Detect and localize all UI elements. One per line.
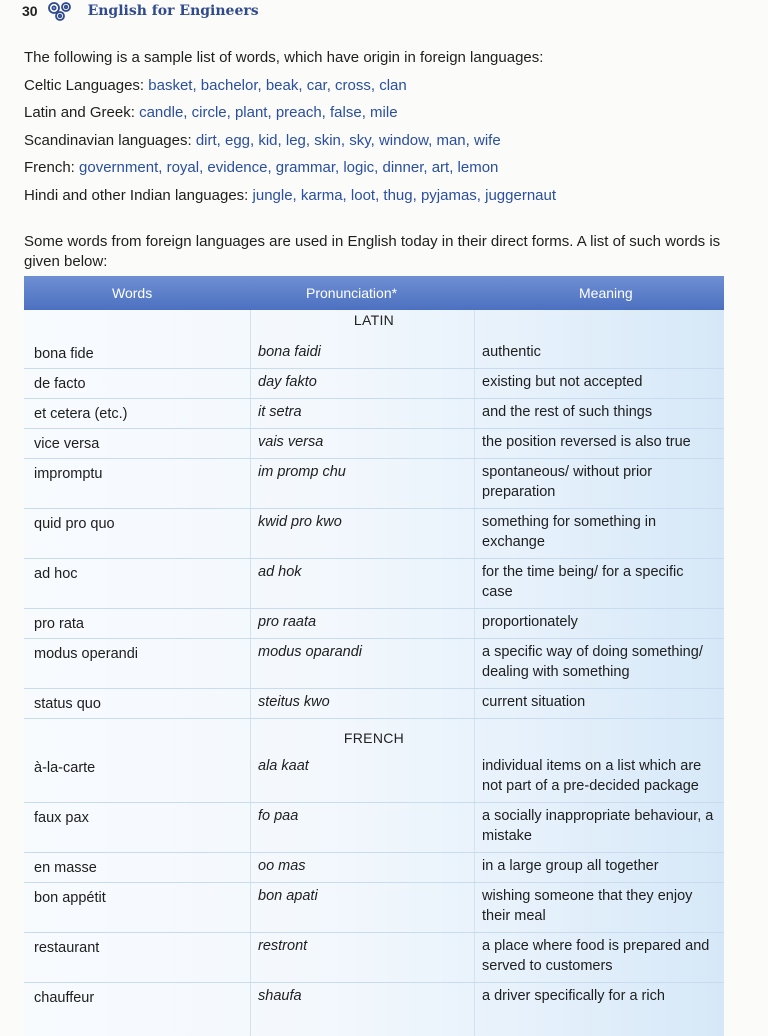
meaning-cell: the position reversed is also true [482,434,691,450]
meaning-cell: a specific way of doing something/ dealing with something [482,644,703,680]
pronunciation-cell: ad hok [258,564,302,580]
pronunciation-cell: modus oparandi [258,644,362,660]
language-words: candle, circle, plant, preach, false, mile [139,104,398,122]
word-cell: en masse [34,860,97,876]
language-line-latin-greek [24,99,744,127]
table-row [24,688,724,719]
word-cell: chauffeur [34,990,95,1006]
meaning-cell: a socially inappropriate behaviour, a mistake [482,808,714,844]
table-row [24,932,724,983]
word-cell: et cetera (etc.) [34,406,128,422]
pronunciation-cell: vais versa [258,434,324,450]
intro-section [24,44,744,210]
pronunciation-cell: kwid pro kwo [258,514,342,530]
language-label: French: [24,159,75,177]
word-cell: bon appétit [34,890,106,906]
table-lead-text: Some words from foreign languages are used in English today in their direct forms. A list of such words is given below: [24,233,721,270]
table-row [24,558,724,609]
meaning-cell: a place where food is prepared and served to customers [482,938,710,974]
language-line-indian [24,182,744,210]
pronunciation-cell: steitus kwo [258,694,330,710]
word-cell: ad hoc [34,566,78,582]
meaning-cell: wishing someone that they enjoy their meal [482,888,693,924]
word-cell: modus operandi [34,646,138,662]
table-row [24,368,724,399]
foreign-words-table [24,276,724,1036]
table-row [24,338,724,369]
word-cell: de facto [34,376,86,392]
meaning-cell: a driver specifically for a rich [482,988,665,1004]
pronunciation-cell: bona faidi [258,344,321,360]
meaning-cell: for the time being/ for a specific case [482,564,684,600]
word-cell: quid pro quo [34,516,115,532]
language-line-celtic [24,72,744,100]
table-row [24,638,724,689]
table-header-row [24,276,724,310]
language-words: dirt, egg, kid, leg, skin, sky, window, man, wife [195,131,501,149]
language-label: Latin and Greek: [24,104,135,122]
meaning-cell: in a large group all together [482,858,659,874]
word-cell: bona fide [34,346,94,362]
running-header [22,0,259,22]
table-row [24,398,724,429]
word-cell: faux pax [34,810,89,826]
table-row [24,458,724,509]
word-cell: restaurant [34,940,100,956]
table-row [24,802,724,853]
column-header-meaning: Meaning [579,285,633,301]
pronunciation-cell: im promp chu [258,464,346,480]
language-label: Celtic Languages: [24,76,145,94]
table-row [24,508,724,559]
pronunciation-cell: restront [258,938,308,954]
page-number: 30 [22,3,38,19]
pronunciation-cell: oo mas [258,858,306,874]
language-label: Scandinavian languages: [24,131,192,149]
pronunciation-cell: it setra [258,404,302,420]
word-cell: vice versa [34,436,100,452]
meaning-cell: existing but not accepted [482,374,643,390]
book-title: English for Engineers [87,3,259,19]
pronunciation-cell: pro raata [258,614,317,630]
intro-sentence: The following is a sample list of words, which have origin in foreign languages: [24,49,544,66]
pronunciation-cell: day fakto [258,374,317,390]
language-words: jungle, karma, loot, thug, pyjamas, juggernaut [252,186,557,204]
table-row [24,852,724,883]
table-row [24,882,724,933]
table-row [24,982,724,1036]
column-header-pronunciation: Pronunciation* [306,285,398,301]
table-row [24,608,724,639]
meaning-cell: proportionately [482,614,578,630]
meaning-cell: spontaneous/ without prior preparation [482,464,653,500]
section-heading-latin: LATIN [353,312,395,328]
word-cell: impromptu [34,466,103,482]
word-cell: à-la-carte [34,760,96,776]
meaning-cell: and the rest of such things [482,404,653,420]
meaning-cell: individual items on a list which are not part of a pre-decided package [482,758,702,794]
word-cell: pro rata [34,616,84,632]
language-label: Hindi and other Indian languages: [24,186,249,204]
pronunciation-cell: bon apati [258,888,318,904]
language-line-scandinavian [24,127,744,155]
language-line-french [24,154,744,182]
word-cell: status quo [34,696,101,712]
pronunciation-cell: shaufa [258,988,302,1004]
pronunciation-cell: fo paa [258,808,299,824]
language-words: government, royal, evidence, grammar, logic, dinner, art, lemon [79,159,499,177]
language-words: basket, bachelor, beak, car, cross, clan [148,76,407,94]
table-row [24,428,724,459]
section-heading-french: FRENCH [343,730,405,746]
meaning-cell: something for something in exchange [482,514,657,550]
column-header-words: Words [112,285,153,301]
pronunciation-cell: ala kaat [258,758,309,774]
meaning-cell: authentic [482,344,541,360]
gear-cluster-icon [46,0,80,22]
table-row [24,752,724,803]
meaning-cell: current situation [482,694,586,710]
